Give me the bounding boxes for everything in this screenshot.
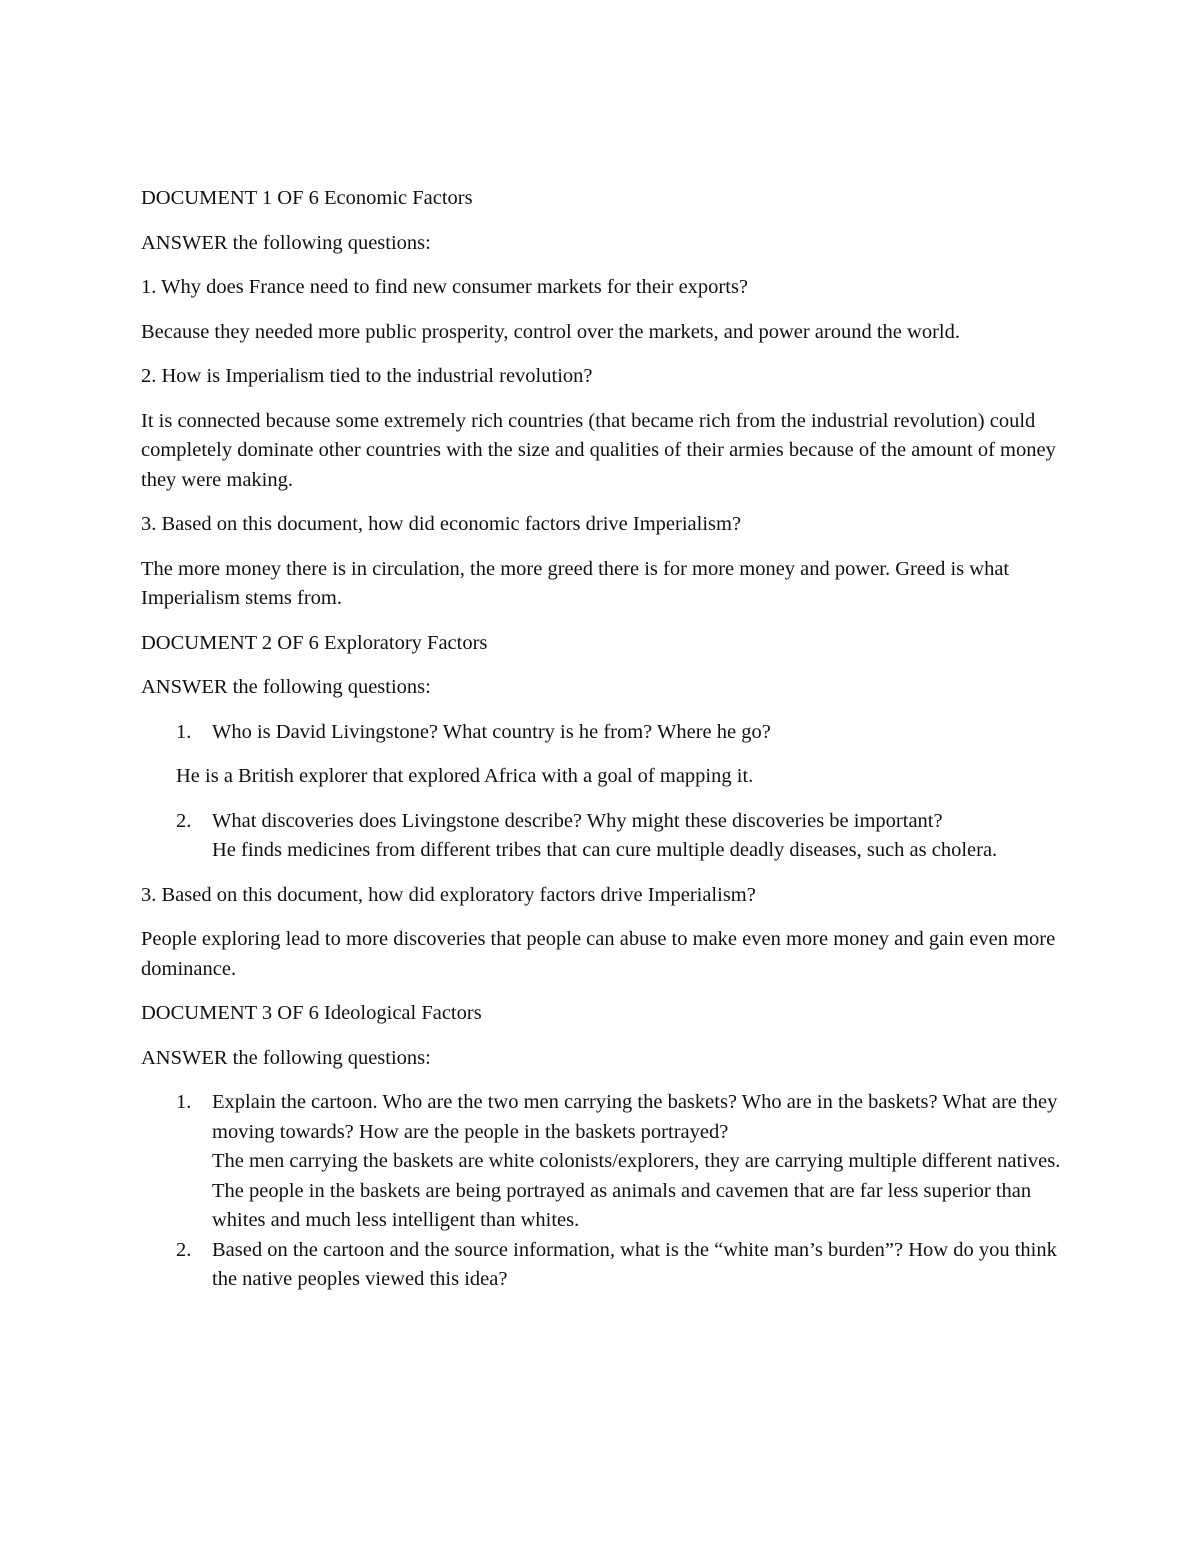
list-number: 2.: [176, 1238, 192, 1261]
doc3-question-1-text: Explain the cartoon. Who are the two men carrying the baskets? Who are in the baskets? What are they moving towards? How are the people in the baskets portrayed?: [212, 1091, 1058, 1143]
list-number: 1.: [176, 720, 192, 743]
doc2-answer-1: He is a British explorer that explored Africa with a goal of mapping it.: [176, 765, 754, 787]
doc1-answer-3: The more money there is in circulation, the more greed there is for more money and power. Greed is what Imperialism stems from.: [141, 557, 1010, 609]
doc1-answer-2: It is connected because some extremely rich countries (that became rich from the industrial revolution) could completely dominate other countries with the size and qualities of their armies because of the amount of money they were making.: [141, 409, 1056, 491]
doc3-question-1: [141, 1088, 1061, 1236]
doc2-instruction: ANSWER the following questions:: [141, 676, 431, 698]
doc1-question-2: 2. How is Imperialism tied to the industrial revolution?: [141, 365, 593, 387]
doc3-answer-1: The men carrying the baskets are white colonists/explorers, they are carrying multiple different natives. The people in the baskets are being portrayed as animals and cavemen that are far less superior than whites and much less intelligent than whites.: [212, 1150, 1061, 1231]
doc2-answer-3: People exploring lead to more discoveries that people can abuse to make even more money and gain even more dominance.: [141, 928, 1056, 980]
doc2-question-2-text: What discoveries does Livingstone describe? Why might these discoveries be important?: [212, 809, 943, 832]
doc2-heading: DOCUMENT 2 OF 6 Exploratory Factors: [141, 631, 488, 654]
doc3-question-2-text: Based on the cartoon and the source information, what is the “white man’s burden”? How do you think the native peoples viewed this idea?: [212, 1238, 1057, 1290]
doc2-question-1: [141, 718, 1061, 748]
doc3-instruction: ANSWER the following questions:: [141, 1046, 431, 1069]
doc1-question-1: 1. Why does France need to find new consumer markets for their exports?: [141, 276, 749, 298]
doc1-instruction: ANSWER the following questions:: [141, 231, 431, 254]
doc3-question-2: [141, 1236, 1061, 1295]
list-number: 1.: [176, 1091, 192, 1113]
doc2-question-2: [141, 807, 1061, 866]
doc1-question-3: 3. Based on this document, how did economic factors drive Imperialism?: [141, 513, 742, 535]
doc2-question-1-text: Who is David Livingstone? What country is he from? Where he go?: [212, 720, 771, 743]
doc3-heading: DOCUMENT 3 OF 6 Ideological Factors: [141, 1002, 482, 1024]
doc1-answer-1: Because they needed more public prosperity, control over the markets, and power around the world.: [141, 320, 960, 343]
doc2-answer-2: He finds medicines from different tribes that can cure multiple deadly diseases, such as cholera.: [212, 839, 998, 861]
doc1-heading: DOCUMENT 1 OF 6 Economic Factors: [141, 187, 473, 209]
document-page: [141, 184, 1061, 1295]
doc2-question-3: 3. Based on this document, how did exploratory factors drive Imperialism?: [141, 883, 756, 906]
list-number: 2.: [176, 809, 192, 832]
